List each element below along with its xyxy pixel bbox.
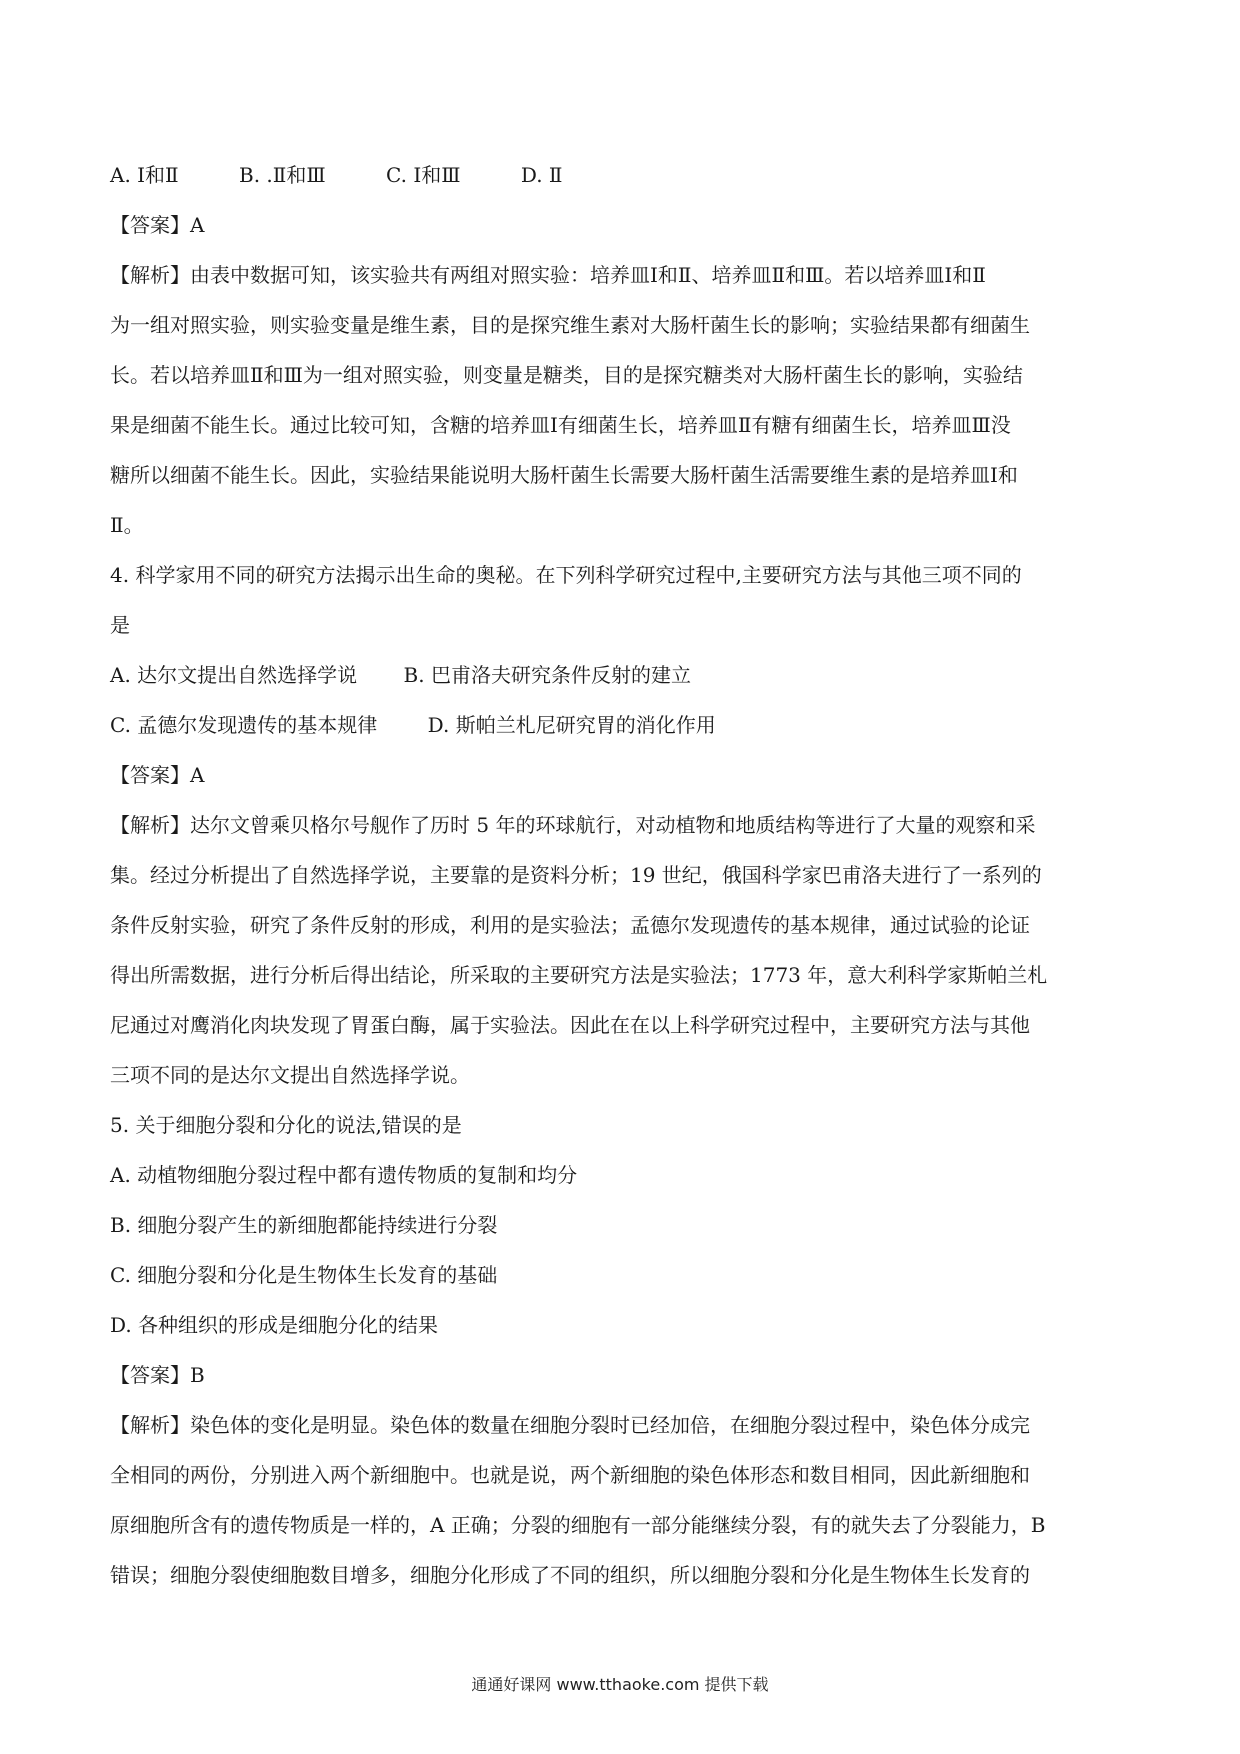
q5-option-b: B. 细胞分裂产生的新细胞都能持续进行分裂 <box>110 1213 498 1237</box>
q3-option-c: C. Ⅰ和Ⅲ <box>386 163 461 187</box>
q4-analysis-line: 集。经过分析提出了自然选择学说，主要靠的是资料分析；19 世纪，俄国科学家巴甫洛夫进行了一系列的 <box>110 863 1042 887</box>
page-content <box>110 150 1140 1600</box>
q5-option-c: C. 细胞分裂和分化是生物体生长发育的基础 <box>110 1263 498 1287</box>
q4-analysis-line: 三项不同的是达尔文提出自然选择学说。 <box>110 1063 470 1087</box>
q4-options-row-1 <box>110 650 1140 700</box>
q5-answer: 【答案】B <box>110 1363 205 1387</box>
q5-analysis-line: 原细胞所含有的遗传物质是一样的，A 正确；分裂的细胞有一部分能继续分裂，有的就失去了分裂能力，B <box>110 1513 1046 1537</box>
q4-stem-line: 是 <box>110 613 130 637</box>
q5-analysis-line: 全相同的两份，分别进入两个新细胞中。也就是说，两个新细胞的染色体形态和数目相同，因此新细胞和 <box>110 1463 1030 1487</box>
q5-analysis-line: 【解析】染色体的变化是明显。染色体的数量在细胞分裂时已经加倍，在细胞分裂过程中，染色体分成完 <box>110 1413 1030 1437</box>
q5-option-a: A. 动植物细胞分裂过程中都有遗传物质的复制和均分 <box>110 1163 578 1187</box>
q3-option-a: A. Ⅰ和Ⅱ <box>110 163 179 187</box>
q4-option-d: D. 斯帕兰札尼研究胃的消化作用 <box>427 713 716 737</box>
q4-option-b: B. 巴甫洛夫研究条件反射的建立 <box>403 663 691 687</box>
q4-analysis-line: 条件反射实验，研究了条件反射的形成，利用的是实验法；孟德尔发现遗传的基本规律，通过试验的论证 <box>110 913 1030 937</box>
q3-analysis-line: Ⅱ。 <box>110 513 144 537</box>
q3-options <box>110 150 1140 200</box>
q4-analysis-line: 尼通过对鹰消化肉块发现了胃蛋白酶，属于实验法。因此在在以上科学研究过程中，主要研究方法与其他 <box>110 1013 1030 1037</box>
q4-option-c: C. 孟德尔发现遗传的基本规律 <box>110 713 378 737</box>
q4-stem-line: 4. 科学家用不同的研究方法揭示出生命的奥秘。在下列科学研究过程中,主要研究方法与其他三项不同的 <box>110 563 1022 587</box>
q4-analysis-line: 【解析】达尔文曾乘贝格尔号舰作了历时 5 年的环球航行，对动植物和地质结构等进行了大量的观察和采 <box>110 813 1036 837</box>
q3-analysis-line: 为一组对照实验，则实验变量是维生素，目的是探究维生素对大肠杆菌生长的影响；实验结果都有细菌生 <box>110 313 1030 337</box>
q3-option-b: B. .Ⅱ和Ⅲ <box>239 163 326 187</box>
q4-options-row-2 <box>110 700 1140 750</box>
q4-analysis-line: 得出所需数据，进行分析后得出结论，所采取的主要研究方法是实验法；1773 年，意大利科学家斯帕兰札 <box>110 963 1048 987</box>
q4-option-a: A. 达尔文提出自然选择学说 <box>110 663 358 687</box>
q4-answer: 【答案】A <box>110 763 205 787</box>
q3-analysis-line: 【解析】由表中数据可知，该实验共有两组对照实验：培养皿Ⅰ和Ⅱ、培养皿Ⅱ和Ⅲ。若以培养皿Ⅰ和Ⅱ <box>110 263 986 287</box>
q3-analysis-line: 长。若以培养皿Ⅱ和Ⅲ为一组对照实验，则变量是糖类，目的是探究糖类对大肠杆菌生长的影响，实验结 <box>110 363 1023 387</box>
q3-analysis-line: 果是细菌不能生长。通过比较可知，含糖的培养皿Ⅰ有细菌生长，培养皿Ⅱ有糖有细菌生长，培养皿Ⅲ没 <box>110 413 1011 437</box>
q5-analysis-line: 错误；细胞分裂使细胞数目增多，细胞分化形成了不同的组织，所以细胞分裂和分化是生物体生长发育的 <box>110 1563 1030 1587</box>
q5-option-d: D. 各种组织的形成是细胞分化的结果 <box>110 1313 439 1337</box>
q3-answer: 【答案】A <box>110 213 205 237</box>
page-footer: 通通好课网 www.tthaoke.com 提供下载 <box>471 1675 769 1694</box>
q3-option-d: D. Ⅱ <box>520 163 563 187</box>
q5-stem: 5. 关于细胞分裂和分化的说法,错误的是 <box>110 1113 462 1137</box>
q3-analysis-line: 糖所以细菌不能生长。因此，实验结果能说明大肠杆菌生长需要大肠杆菌生活需要维生素的是培养皿Ⅰ和 <box>110 463 1018 487</box>
